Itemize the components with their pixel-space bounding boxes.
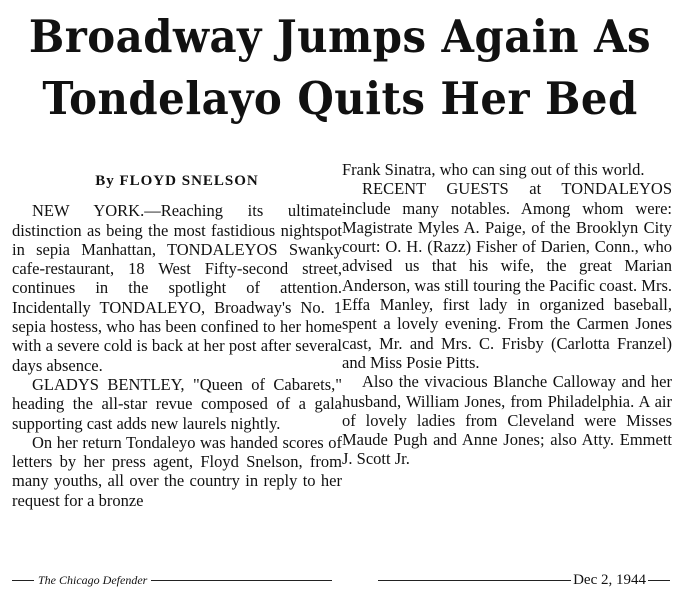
headline-line-2: Tondelayo Quits Her Bed bbox=[42, 72, 638, 125]
divider bbox=[378, 580, 571, 581]
source-name: The Chicago Defender bbox=[38, 572, 148, 587]
publication-date: Dec 2, 1944 bbox=[573, 571, 646, 588]
paragraph: RECENT GUESTS at TONDALEYOS include many notables. Among whom were: Magistrate Myles A. Paige, of the Brooklyn City court: O. H. (Razz) Fisher of Darien, Conn., who advised us that his wife, the great Marian Anderson, was still touring the Pacific coast. Mrs. Effa Manley, first lady in organized baseball, spent a lovely evening. From the Carmen Jones cast, Mr. and Mrs. C. Frisby (Carlotta Franzel) and Miss Posie Pitts. bbox=[342, 179, 672, 372]
paragraph: Frank Sinatra, who can sing out of this world. bbox=[342, 160, 645, 179]
source-credit bbox=[12, 572, 332, 588]
right-column bbox=[342, 160, 672, 469]
paragraph: Also the vivacious Blanche Calloway and her husband, William Jones, from Philadelphia. A air of lovely ladies from Cleveland were Misses Maude Pugh and Anne Jones; also Atty. Emmett J. Scott Jr. bbox=[342, 372, 672, 469]
paragraph: GLADYS BENTLEY, "Queen of Cabarets," heading the all-star revue composed of a gala supporting cast adds new laurels nightly. bbox=[12, 374, 342, 433]
divider bbox=[648, 580, 670, 581]
paragraph: On her return Tondaleyo was handed scores of letters by her press agent, Floyd Snelson, from many youths, all over the country in reply to her request for a bronze bbox=[12, 432, 342, 510]
divider bbox=[151, 580, 332, 581]
date-line bbox=[378, 572, 670, 588]
headline-line-1: Broadway Jumps Again As bbox=[28, 10, 652, 63]
byline: By FLOYD SNELSON bbox=[95, 173, 259, 189]
left-column bbox=[12, 162, 342, 510]
headline bbox=[24, 6, 656, 130]
divider bbox=[12, 580, 34, 581]
paragraph: NEW YORK.—Reaching its ultimate distinction as being the most fastidious nightspot in sepia Manhattan, TONDALEYOS Swanky cafe-restaurant, 18 West Fifty-second street, continues in the spotlight of attention. Incidentally TONDALEYO, Broadway's No. 1 sepia hostess, who has been confined to her home with a severe cold is back at her post after several days absence. bbox=[12, 201, 342, 375]
